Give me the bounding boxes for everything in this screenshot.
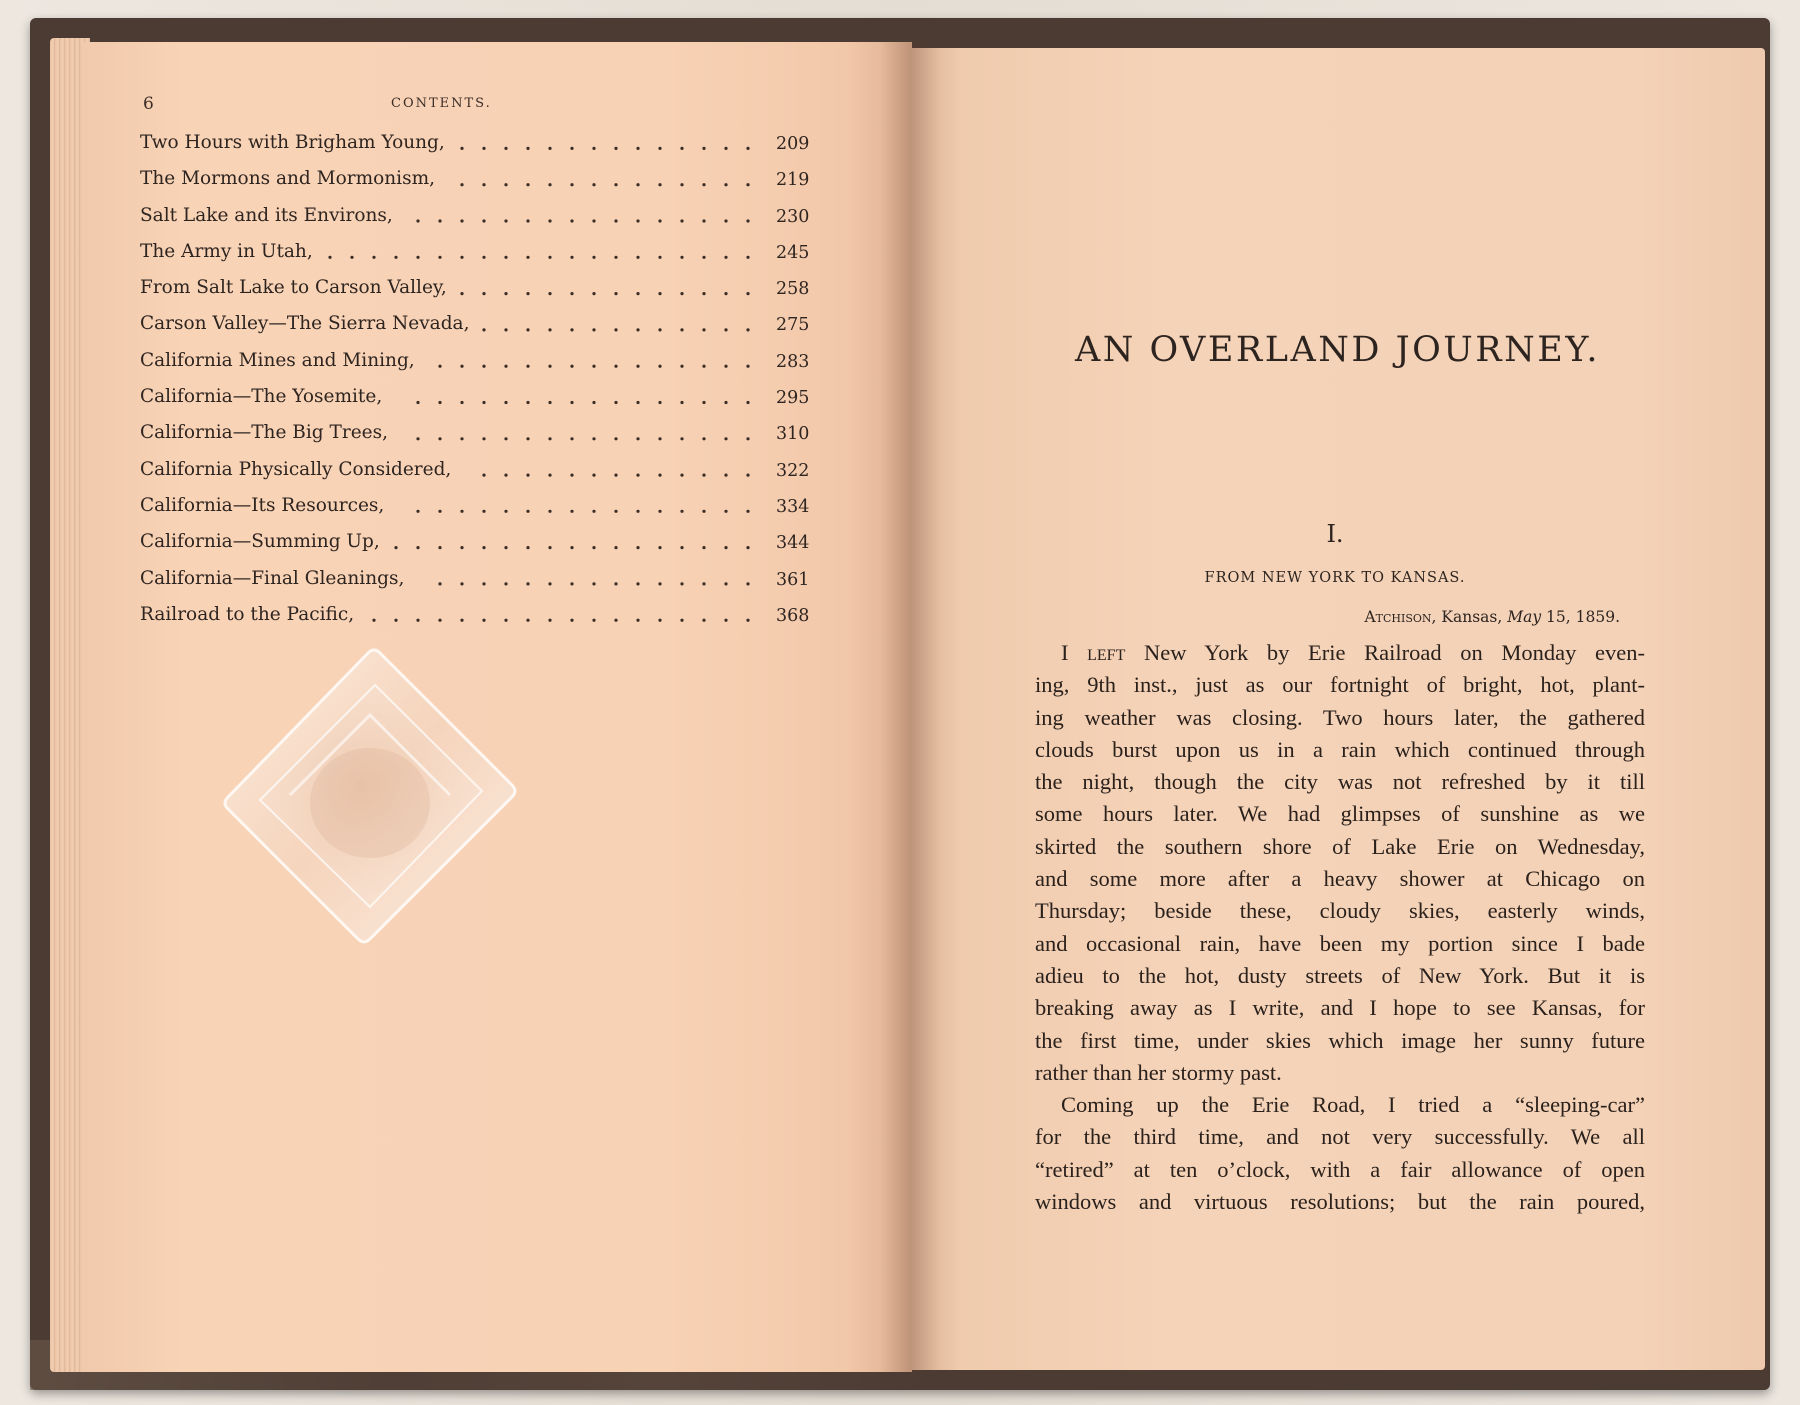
text-line: some hours later. We had glimpses of sunshine as we	[1035, 801, 1645, 827]
text-line: clouds burst upon us in a rain which continued through	[1035, 736, 1645, 762]
toc-entry-title: California Mines and Mining,	[140, 349, 415, 371]
toc-entry	[140, 309, 820, 345]
toc-entry-title: California—Final Gleanings,	[140, 567, 405, 589]
toc-entry-title: Carson Valley—The Sierra Nevada,	[140, 313, 470, 335]
text-line: breaking away as I write, and I hope to see Kansas, for	[1035, 995, 1645, 1021]
toc-entry	[140, 455, 820, 491]
text-line-content: New York by Erie Railroad on Monday even-	[1125, 640, 1646, 665]
contents-list	[140, 128, 820, 636]
toc-entry-page: 230	[776, 206, 810, 227]
dateline-date: 15, 1859.	[1546, 608, 1620, 626]
toc-entry-page: 368	[776, 605, 810, 626]
toc-entry-page: 275	[776, 315, 810, 336]
toc-entry-page: 283	[776, 351, 810, 372]
text-line: rather than her stormy past.	[1035, 1059, 1282, 1085]
toc-entry-page: 209	[776, 134, 810, 154]
toc-entry-page: 295	[776, 388, 810, 409]
text-line: the night, though the city was not refreshed by it till	[1035, 769, 1645, 795]
text-line: Thursday; beside these, cloudy skies, easterly winds,	[1035, 898, 1645, 924]
text-line: skirted the southern shore of Lake Erie on Wednesday,	[1035, 833, 1645, 859]
body-text	[1035, 637, 1645, 1218]
text-line: ing weather was closing. Two hours later, the gathered	[1035, 704, 1645, 730]
toc-entry-page: 344	[776, 533, 810, 554]
toc-entry-title: From Salt Lake to Carson Valley,	[140, 277, 447, 299]
running-head-title: CONTENTS.	[391, 96, 492, 111]
toc-entry	[140, 128, 820, 164]
toc-entry	[140, 418, 820, 454]
text-line: Coming up the Erie Road, I tried a “sleeping-car”	[1061, 1092, 1645, 1118]
dateline	[1200, 608, 1620, 626]
toc-entry-title: Salt Lake and its Environs,	[140, 204, 393, 226]
toc-entry-page: 310	[776, 424, 810, 445]
toc-entry-page: 334	[776, 496, 810, 517]
toc-entry	[140, 382, 820, 418]
toc-entry-title: California—The Big Trees,	[140, 422, 388, 444]
book-title: AN OVERLAND JOURNEY.	[1074, 330, 1601, 370]
dateline-month: May	[1507, 608, 1542, 626]
toc-entry-title: Two Hours with Brigham Young,	[140, 132, 445, 153]
toc-entry	[140, 491, 820, 527]
toc-entry-title: The Mormons and Mormonism,	[140, 168, 435, 190]
opening-word: I left	[1061, 640, 1126, 665]
toc-entry-title: California Physically Considered,	[140, 458, 452, 480]
toc-entry	[140, 564, 820, 600]
text-line: the first time, under skies which image her sunny future	[1035, 1027, 1645, 1053]
glass-paperweight	[220, 645, 520, 945]
toc-entry-page: 245	[776, 242, 810, 263]
toc-entry-title: California—Summing Up,	[140, 531, 380, 553]
toc-entry-page: 361	[776, 569, 810, 590]
toc-entry	[140, 237, 820, 273]
page-number: 6	[143, 94, 154, 114]
text-line: and occasional rain, have been my portion since I bade	[1035, 930, 1645, 956]
toc-entry	[140, 600, 820, 636]
toc-entry-title: California—Its Resources,	[140, 494, 385, 516]
chapter-title: FROM NEW YORK TO KANSAS.	[1204, 570, 1466, 586]
toc-entry-title: The Army in Utah,	[140, 240, 313, 262]
toc-entry	[140, 346, 820, 382]
text-line: windows and virtuous resolutions; but the rain poured,	[1035, 1189, 1645, 1215]
text-line: and some more after a heavy shower at Chicago on	[1035, 866, 1645, 892]
toc-entry	[140, 527, 820, 563]
toc-entry	[140, 201, 820, 237]
text-line	[1035, 637, 1645, 669]
text-line: for the third time, and not very successfully. We all	[1035, 1124, 1645, 1150]
dateline-state: Kansas,	[1441, 608, 1503, 626]
text-line: ing, 9th inst., just as our fortnight of bright, hot, plant-	[1035, 672, 1645, 698]
chapter-number: I.	[1326, 520, 1344, 548]
text-line: adieu to the hot, dusty streets of New York. But it is	[1035, 962, 1645, 988]
toc-entry-page: 219	[776, 170, 810, 191]
toc-entry-title: California—The Yosemite,	[140, 386, 383, 408]
toc-entry-page: 258	[776, 279, 810, 300]
toc-entry	[140, 273, 820, 309]
toc-entry-title: Railroad to the Pacific,	[140, 603, 355, 625]
toc-entry	[140, 164, 820, 200]
toc-entry-page: 322	[776, 460, 810, 481]
dateline-place: Atchison,	[1364, 608, 1437, 626]
text-line: “retired” at ten o’clock, with a fair allowance of open	[1035, 1156, 1645, 1182]
